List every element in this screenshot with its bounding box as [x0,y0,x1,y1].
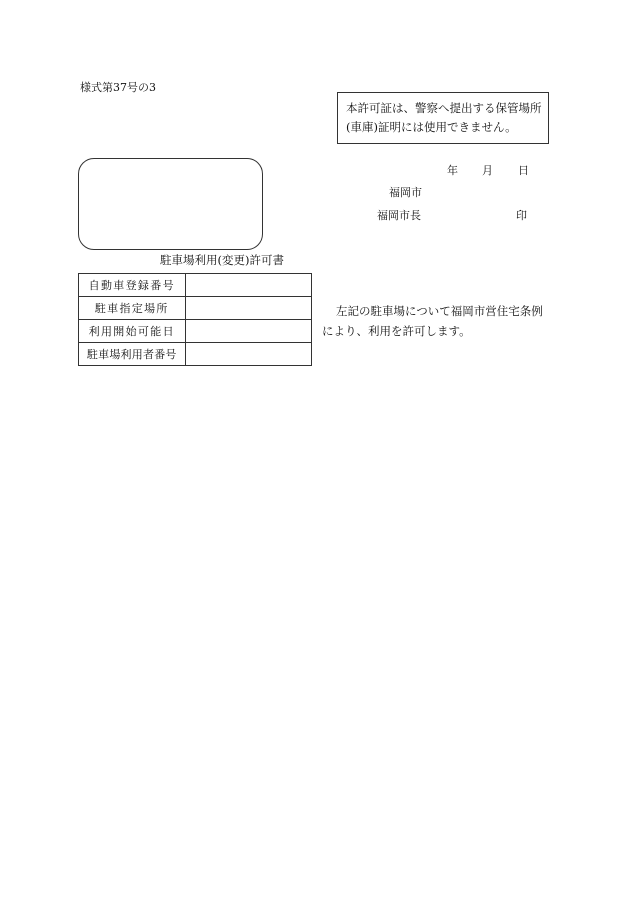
row-value-start-date [185,320,311,343]
date-day-label: 日 [518,164,529,177]
date-month-label: 月 [482,164,493,177]
table-row [79,297,312,320]
permission-statement [322,301,543,341]
form-number: 様式第37号の3 [80,81,156,94]
stamp-box [78,158,263,250]
notice-line-1: 本許可証は、警察へ提出する保管場所 [346,101,542,115]
row-value-parking-location [185,297,311,320]
date-year-label: 年 [447,164,458,177]
row-value-user-number [185,343,311,366]
row-label-start-date: 利用開始可能日 [79,320,186,343]
table-row [79,320,312,343]
info-table [78,273,312,366]
issuer-city: 福岡市 [389,186,422,199]
row-label-registration-number: 自動車登録番号 [79,274,186,297]
issuer-mayor: 福岡市長 [377,209,421,222]
notice-box [337,92,549,144]
table-row [79,274,312,297]
row-value-registration-number [185,274,311,297]
notice-line-2: (車庫)証明には使用できません。 [346,120,517,134]
permission-line-2: により、利用を許可します。 [322,324,471,338]
permission-line-1: 左記の駐車場について福岡市営住宅条例 [336,304,543,318]
seal-mark: 印 [516,209,527,222]
document-title: 駐車場利用(変更)許可書 [160,253,284,267]
row-label-user-number: 駐車場利用者番号 [79,343,186,366]
row-label-parking-location: 駐車指定場所 [79,297,186,320]
table-row [79,343,312,366]
